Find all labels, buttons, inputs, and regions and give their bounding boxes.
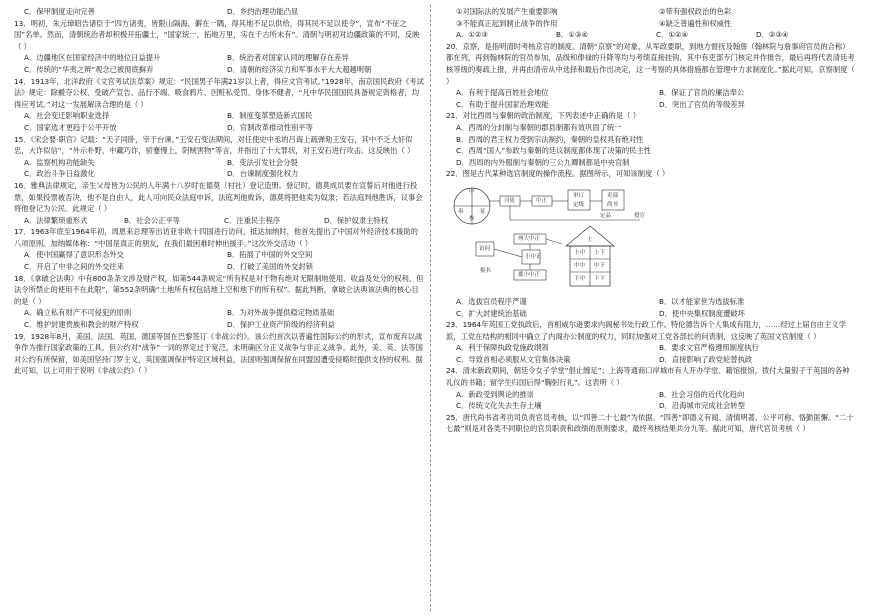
answer-options-row: [446, 6, 856, 18]
diagram-label: 小中正: [525, 253, 542, 260]
question-text: 15．《宋会要·职官》记载：“天子同卧，宰于台谏。”王安石变法期间，对任使史中丞的吕诲上疏弹劾王安石，其中不乏大奸似忠，大诈似信”，“外示朴野，中藏巧诈，骄蹇慢上，阴贼害物”等言，并指出了十大罪状，对王安石进行攻击。这反映出（ ）: [14, 134, 415, 156]
diagram-label: 定品: [600, 212, 612, 219]
question-text: 23．1964年英国工党执政后，首相威尔逊要求内阁秘书处行政工作。特伦德告诉个人集成有阻力，……经过上届自由主义学派，工党在结构的相同中确立了内阁办公制度的权力，同时加强对工党各部长的问责制，这反映了英国文官制度（ ）: [446, 320, 846, 341]
answer-option: C．①②④: [656, 30, 689, 40]
answer-option: C．传统文化失去生存土壤: [456, 401, 542, 411]
answer-option: D．保护奴隶主特权: [324, 215, 388, 225]
answer-options-row: [14, 307, 424, 319]
diagram-label: 授官: [634, 212, 646, 219]
answer-option: B．统治者对国家认同的理解存在差异: [227, 53, 349, 63]
question-text: 19．1928年8月，美国、法国、英国、德国等国在巴黎签订《非战公约》。该公约首次以普遍性国际公约的形式，宣布废弃以战争作为推行国家政策的工具。但公约对“战争”一词的界定过于宽泛，未明确区分正义战争与非正义战争。此外，美、英、法等国对公约有所保留，如美国坚持门罗主义，英国强调保护特定区域利益，法国则强调保留在同盟国遭受侵略时提供支持的权利。据此可知，以上可用于说明《非战公约》（ ）: [14, 331, 423, 376]
question-text: 17．1963年底至1964年初，周恩来总理等出访亚非欧十四国进行访问，抵达加纳时，他首先提出了中国对外经济技术援助的八项原则。加纳媒体称：“中国是真正的朋友，在我们最困难时伸出援手。”这次外交活动（ ）: [14, 227, 418, 248]
answer-option: A．西周的分封制与秦朝的郡县制都有效巩固了统一: [456, 122, 622, 132]
diagram-label: 中下: [594, 262, 606, 269]
question-text: 16．雅典法律规定，亲生父母皆为公民的人年满十八岁时在德莫（村社）登记造册。登记时，德莫成员要在宣誓后对他进行投票，如果投票被否决，他不是自由人，此人可向民众法庭申诉，法庭判他败诉，德莫将把他卖为奴隶；若法庭判他胜诉，议事会将他登记为公民。此规定（ ）: [14, 180, 423, 214]
answer-option: A．选拔官员程序严谨: [456, 296, 527, 306]
diagram-label: 上: [587, 236, 593, 243]
answer-option: C．扩大封建统治基础: [456, 308, 527, 318]
answer-option: ②带有强权政治的色彩: [659, 7, 732, 16]
diagram-label: 郡小中正: [518, 271, 541, 278]
answer-option: A．有利于提高百姓社会地位: [456, 88, 549, 98]
diagram-label: 下中: [574, 275, 586, 282]
diagram-label: 定级: [573, 201, 585, 208]
answer-option: C．维护封建贵族和教会的财产特权: [24, 320, 139, 330]
answer-options-row: [14, 64, 424, 76]
answer-option: D．官制改革推动性别平等: [227, 122, 313, 132]
diagram-label: 司徒: [504, 197, 516, 204]
diagram-label: 州大中正: [518, 235, 541, 242]
answer-options-row: [446, 29, 856, 41]
answer-option: B．拓展了中国的外交空间: [227, 250, 313, 260]
answer-option: A．法律繁琐重形式: [24, 215, 88, 225]
answer-option: B．以才能家世为选拔标准: [659, 296, 745, 306]
answer-options-row: [14, 157, 424, 169]
diagram-label: 中: [469, 188, 475, 195]
answer-option: A．使中国赢得了意识形态外交: [24, 250, 124, 260]
answer-options-row: [14, 249, 424, 261]
answer-option: D．突出了官员的等级差异: [659, 99, 745, 109]
answer-option: A．社会变迁影响职业选择: [24, 111, 110, 121]
answer-option: A．新政受到舆论的推崇: [456, 389, 534, 399]
answer-option: C．政治斗争日益激化: [24, 169, 95, 179]
question-text: 14．1913年，北洋政府《文官考试法草案》规定：“民国男子年满21岁以上者，得应文官考试。”1928年，南京国民政府《考试法》规定：除褫夺公权、受破产宣告、品行不端、吸食鸦片、因赃私受罚、身体不健者，“凡中华民国国民具备规定资格者，均得应考试。”对这一发展解读合理的是（ ）: [14, 76, 424, 109]
diagram-label: 参: [469, 215, 475, 222]
answer-options-row: [446, 296, 856, 308]
answer-option: C．西周“国人”参政与秦朝的廷议制度都体现了决策的民主性: [456, 146, 652, 156]
left-column: [14, 6, 424, 612]
answer-options-row: [14, 215, 424, 227]
answer-option: D．直接影响了政党轮替执政: [659, 354, 753, 364]
answer-options-row: [446, 389, 856, 401]
question-text: 21．对比西周与秦朝的政治制度，下列表述中正确的是（ ）: [446, 111, 641, 121]
answer-option: A．确立私有财产不可侵犯的原则: [24, 308, 132, 318]
answer-option: C．保甲制度走向完善: [24, 7, 95, 16]
answer-option: B．制度变革塑造新式国民: [227, 111, 313, 121]
answer-options-row: [14, 122, 424, 134]
selection-flow-diagram: [450, 182, 750, 294]
answer-option: A．①②③: [456, 30, 488, 40]
question-text: 13．明初，朱元璋昭告诸臣于“四方诸夷，皆限山隔海，僻在一隅，得其地不足以供给，得其民不足以使令”，宣布“不征之国”名单。然而，清朝统治者却积极开拓疆土，“国家统一，拓地万里，实在千古所未有”。清朝与明初对边疆政策的不同，反映（ ）: [14, 18, 420, 51]
diagram-label: 奏: [458, 208, 464, 215]
answer-options-row: [446, 400, 856, 412]
answer-option: ①对国际法的发展产生重要影响: [456, 7, 558, 16]
column-divider: [430, 4, 431, 612]
diagram-label: 尚书: [607, 201, 619, 208]
answer-options-row: [446, 342, 856, 354]
answer-options-row: [446, 308, 856, 320]
diagram-label: 下下: [594, 275, 606, 282]
answer-options-row: [14, 110, 424, 122]
diagram-label: 访问: [479, 245, 491, 252]
answer-option: A．监察机构功能缺失: [24, 157, 95, 167]
answer-option: C．有助于提升国家治理效能: [456, 99, 549, 109]
answer-option: B．社会公正平等: [124, 215, 181, 225]
diagram-label: 上中: [574, 249, 586, 256]
answer-option: D．乡约治理功能凸显: [227, 7, 299, 16]
question-text: 18．《拿破仑法典》中有800条条文涉及财产权，如第544条规定“所有权是对于物有绝对无限制地使用、收益及处分的权利，但法令所禁止的使用不在此限”，第552条明确“土地所有权包括地上空和地下的所有权”。据此判断，拿破仑法典该法典的核心目的是（ ）: [14, 273, 424, 306]
answer-options-row: [14, 261, 424, 273]
answer-option: D．清朝的经济实力和军事水平大大超越明朝: [227, 64, 372, 74]
answer-option: A．边疆地区在国家经济中的地位日益提升: [24, 53, 161, 63]
answer-option: D．保护工业资产阶级的经济利益: [227, 320, 335, 330]
answer-option: B．社会习俗的近代化趋向: [659, 389, 745, 399]
answer-option: B．为对外战争提供稳定物质基础: [227, 308, 335, 318]
answer-option: D．沿海城市完成社会转型: [659, 401, 745, 411]
answer-option: B．要求文官严格遵照制度执行: [659, 343, 759, 353]
answer-options-row: [14, 52, 424, 64]
answer-option: B．变法引发社会分裂: [227, 157, 298, 167]
answer-option: ④缺乏普遍性和权威性: [659, 18, 732, 28]
answer-option: C．开启了中非之间的外交往来: [24, 262, 124, 272]
answer-option: B．西周的君王权力受到宗法制约，秦朝的皇权具有绝对性: [456, 134, 644, 144]
answer-option: A．利于保障执政党施政纲领: [456, 343, 549, 353]
diagram-label: 征: [480, 208, 486, 215]
question-text: 25．唐代尚书省考功司负责官员考核，以“四善二十七最”为依据。“四善”即德义有闻、清慎明著、公平可称、恪勤匪懈。“二十七最”则是对各类不同职位的官员职责和政绩的原则要求，最终考核结果共分九等。据此可知，唐代官员考核（ ）: [446, 412, 854, 434]
answer-options-row: [446, 99, 856, 111]
answer-options-row: [446, 354, 856, 366]
right-column: [446, 6, 856, 612]
diagram-label: 报名: [480, 267, 492, 274]
diagram-label: 中中: [574, 262, 586, 269]
answer-option: C．注重民主程序: [224, 215, 281, 225]
answer-option: D．使中央集权制度遭破坏: [659, 308, 745, 318]
answer-options-row: [14, 168, 424, 180]
answer-options-row: [446, 87, 856, 99]
answer-options-row: [446, 18, 856, 30]
question-text: 24．清末新政期间，朝廷令女子学堂“倡止缠足”；上海等通商口岸城市有人开办学堂、籍馆报馆，拨付大量银子于英国的各种礼仪的书籍；留学生归国后得“鞠躬行礼”。这表明（ ）: [446, 366, 850, 388]
answer-option: D．打破了美国的外交封锁: [227, 262, 313, 272]
answer-option: B．①③④: [556, 30, 588, 40]
diagram-label: 吏部: [607, 192, 619, 199]
answer-options-row: [14, 319, 424, 331]
answer-option: B．保证了官员的廉洁奉公: [659, 88, 745, 98]
answer-option: C．传统的“华夷之辨”观念已被彻底摒弃: [24, 64, 154, 74]
answer-options-row: [14, 6, 424, 18]
answer-option: D．台谏制度强化权力: [227, 169, 299, 179]
question-text: 20．京察，是指明清时考核京官的制度。清朝“京察”的对象，从军政要职，到地方督抚及翰詹（翰林院与詹事府官员的合称）都在列，再到翰林院的官员参加，品级和俸禄的升降等均与考绩直接挂钩，其中有吏部专门核定并作报告，最后再将代表清廷考核等级的奏疏上报，并再由清帝从中选择和最后作出决定，这一考察的具体措施都在管理中力求制度化。”据此可知，京察制度（ ）: [446, 41, 855, 86]
answer-option: ③不能真正起到制止战争的作用: [456, 18, 558, 28]
answer-option: D．②③④: [756, 30, 789, 40]
diagram-label: 审订: [573, 192, 585, 199]
diagram-label: 中正: [536, 197, 548, 204]
answer-option: C．导致首相必须服从文官集体决策: [456, 354, 571, 364]
diagram-label: 上下: [594, 249, 606, 256]
answer-option: C．国家选才更趋于公平开放: [24, 122, 117, 132]
question-text: 22．图是古代某种选官制度的操作流程。据图所示，可知该制度（ ）: [446, 169, 670, 179]
answer-option: D．西周的内外服制与秦朝的三公九卿制都是中央官制: [456, 157, 630, 167]
